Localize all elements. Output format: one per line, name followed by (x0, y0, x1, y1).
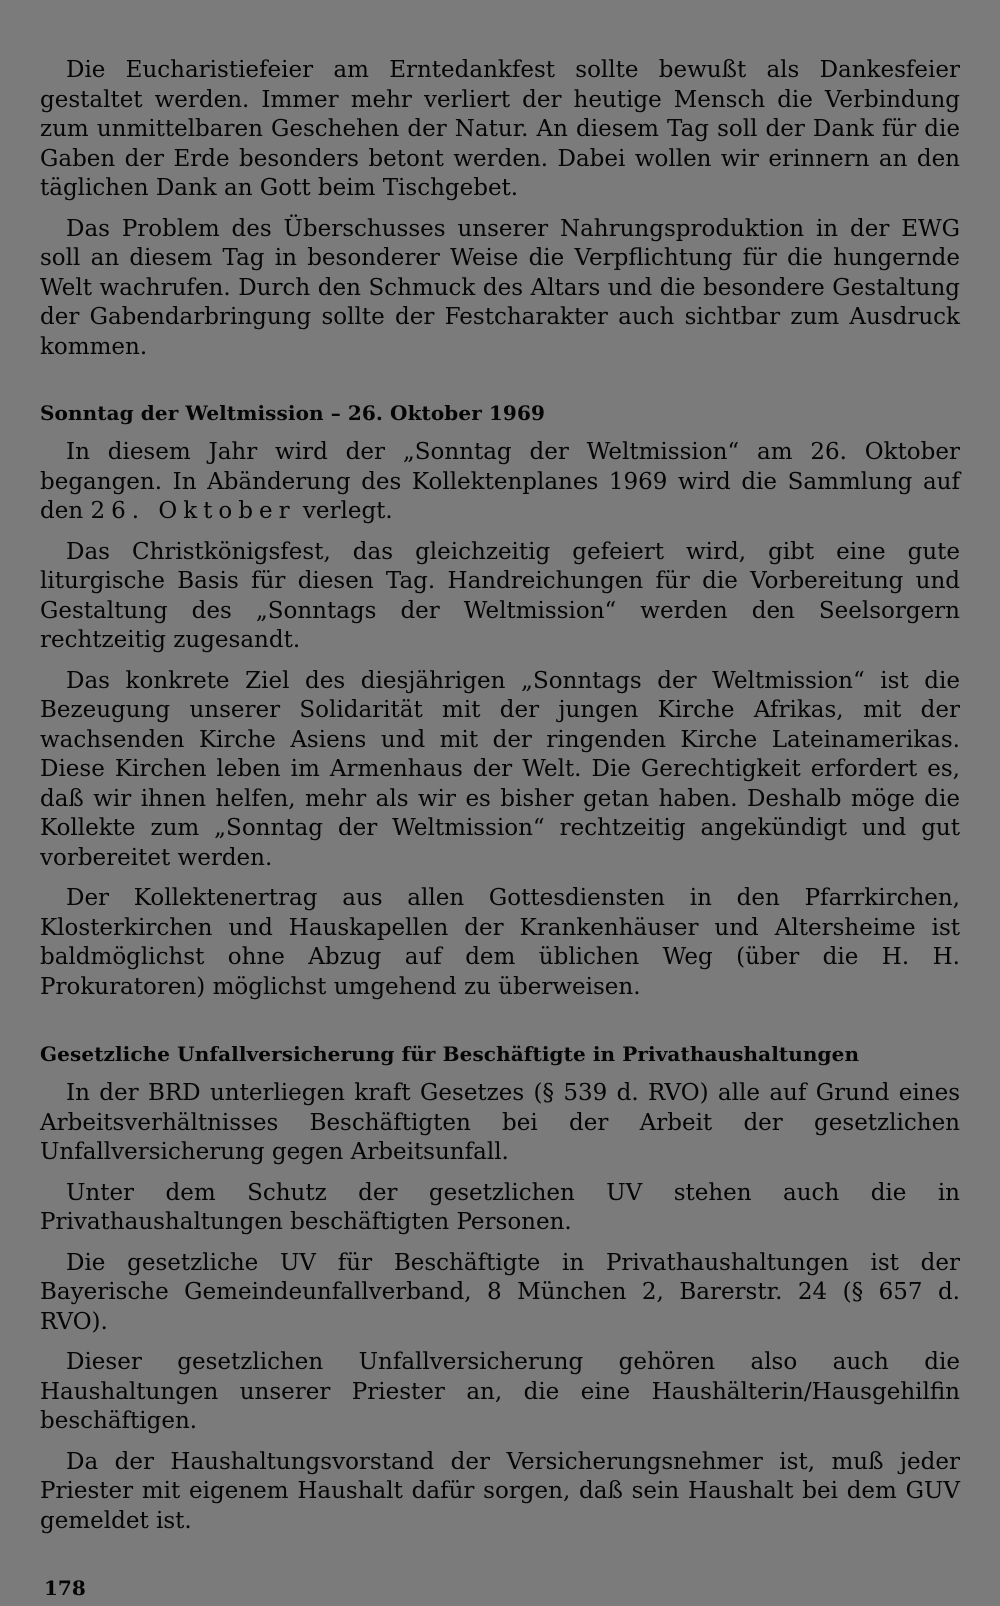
unfall-paragraph-2: Unter dem Schutz der gesetzlichen UV stehen auch die in Privathaushaltungen beschäftigten Personen. (40, 1179, 960, 1235)
weltmission-paragraph-1-end: verlegt. (295, 498, 393, 524)
weltmission-paragraph-1-start: In diesem Jahr wird der „Sonntag der Weltmission“ am 26. Oktober begangen. In Abänderung des Kollektenplanes 1969 wird die Sammlung auf den (40, 439, 960, 524)
intro-paragraph-1: Die Eucharistiefeier am Erntedankfest sollte bewußt als Dankesfeier gestaltet werden. Immer mehr verliert der heutige Mensch die Verbindung zum unmittelbaren Geschehen der Natur. An diesem Tag soll der Dank für die Gaben der Erde besonders betont werden. Dabei wollen wir erinnern an den täglichen Dank an Gott beim Tischgebet. (40, 57, 960, 201)
unfall-paragraph-5: Da der Haushaltungsvorstand der Versicherungsnehmer ist, muß jeder Priester mit eigenem Haushalt dafür sorgen, daß sein Haushalt bei dem GUV gemeldet ist. (40, 1448, 960, 1534)
weltmission-paragraph-2: Das Christkönigsfest, das gleichzeitig gefeiert wird, gibt eine gute liturgische Basis für diesen Tag. Handreichungen für die Vorbereitung und Gestaltung des „Sonntags der Weltmission“ werden den Seelsorgern rechtzeitig zugesandt. (40, 538, 960, 653)
intro-paragraph-2: Das Problem des Überschusses unserer Nahrungsproduktion in der EWG soll an diesem Tag in besonderer Weise die Verpflichtung für die hungernde Welt wachrufen. Durch den Schmuck des Altars und die besondere Gestaltung der Gabendarbringung sollte der Festcharakter auch sichtbar zum Ausdruck kommen. (40, 215, 960, 360)
unfall-paragraph-3: Die gesetzliche UV für Beschäftigte in Privathaushaltungen ist der Bayerische Gemeindeunfallverband, 8 München 2, Barerstr. 24 (§ 657 d. RVO). (40, 1249, 960, 1335)
weltmission-date-spaced: 26. Oktober (90, 498, 296, 524)
weltmission-paragraph-4: Der Kollektenertrag aus allen Gottesdiensten in den Pfarrkirchen, Klosterkirchen und Hauskapellen der Krankenhäuser und Altersheime ist baldmöglichst ohne Abzug auf dem üblichen Weg (über die H. H. Prokuratoren) möglichst umgehend zu überweisen. (40, 885, 960, 1000)
page-number: 178 (44, 1576, 86, 1600)
page-content (40, 56, 960, 1536)
weltmission-paragraph-1 (40, 438, 960, 527)
section-heading-weltmission: Sonntag der Weltmission – 26. Oktober 1969 (40, 401, 545, 425)
weltmission-paragraph-3: Das konkrete Ziel des diesjährigen „Sonntags der Weltmission“ ist die Bezeugung unserer Solidarität mit der jungen Kirche Afrikas, mit der wachsenden Kirche Asiens und mit der ringenden Kirche Lateinamerikas. Diese Kirchen leben im Armenhaus der Welt. Die Gerechtigkeit erfordert es, daß wir ihnen helfen, mehr als wir es bisher getan haben. Deshalb möge die Kollekte zum „Sonntag der Weltmission“ rechtzeitig angekündigt und gut vorbereitet werden. (40, 667, 960, 871)
unfall-paragraph-4: Dieser gesetzlichen Unfallversicherung gehören also auch die Haushaltungen unserer Priester an, die eine Haushälterin/Hausgehilfin beschäftigen. (40, 1349, 960, 1434)
unfall-paragraph-1: In der BRD unterliegen kraft Gesetzes (§ 539 d. RVO) alle auf Grund eines Arbeitsverhältnisses Beschäftigten bei der Arbeit der gesetzlichen Unfallversicherung gegen Arbeitsunfall. (40, 1080, 960, 1165)
section-heading-unfallversicherung: Gesetzliche Unfallversicherung für Beschäftigte in Privathaushaltungen (40, 1042, 860, 1066)
